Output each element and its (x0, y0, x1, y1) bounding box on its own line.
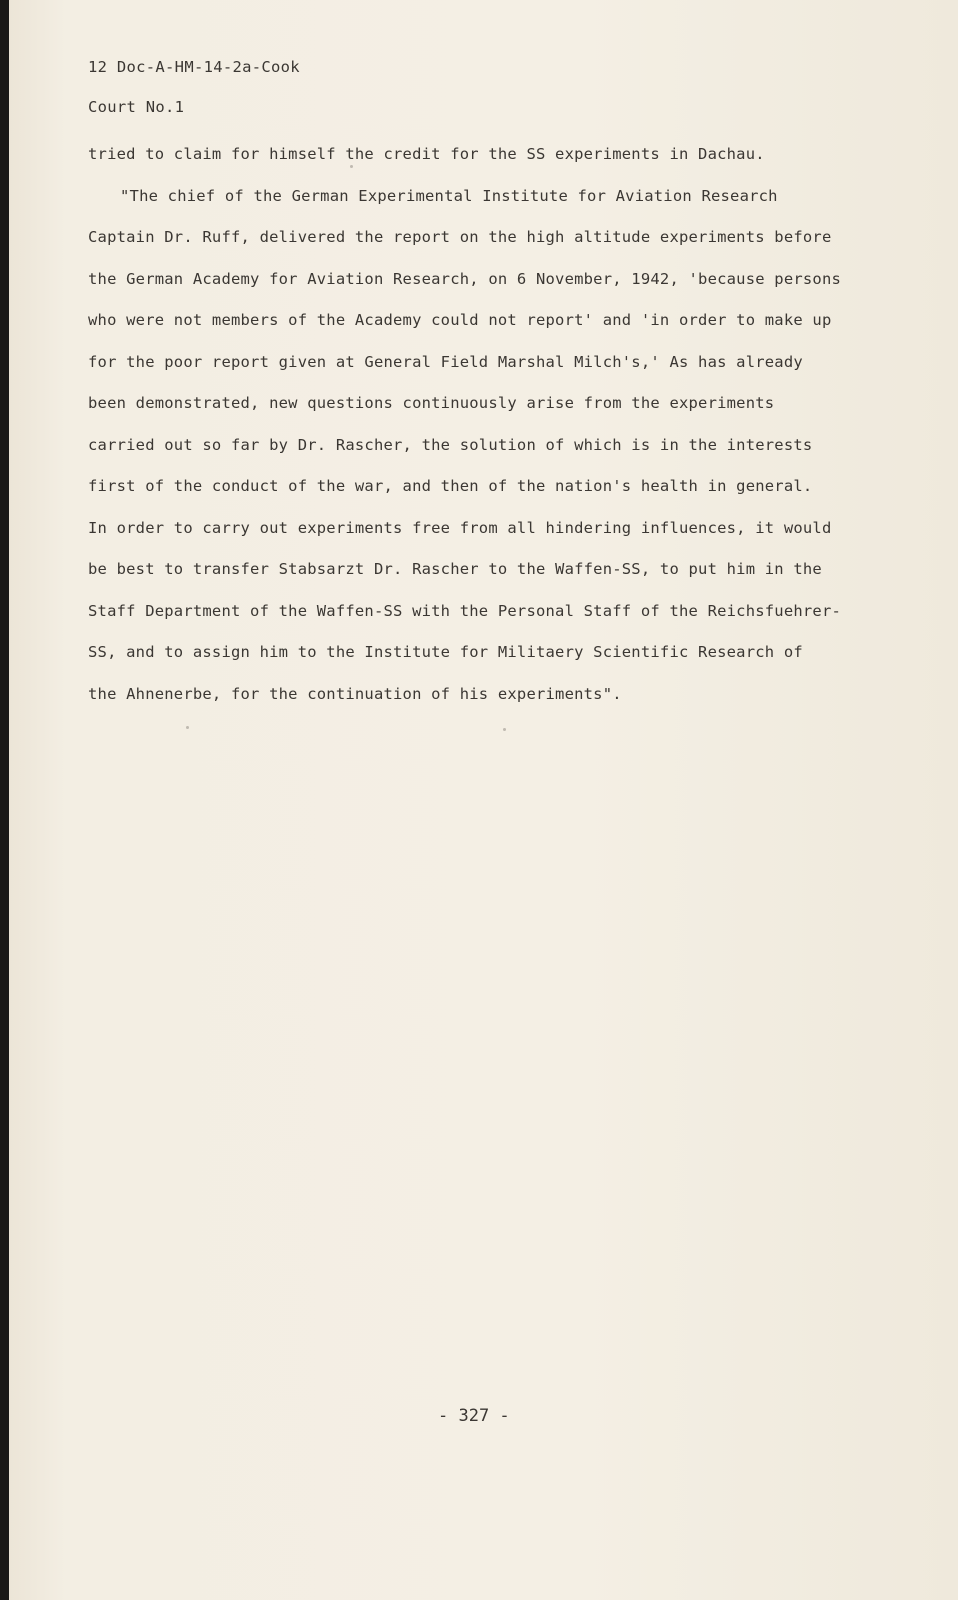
text-line: "The chief of the German Experimental Institute for Aviation Research (120, 186, 778, 205)
text-line: carried out so far by Dr. Rascher, the solution of which is in the interests (88, 435, 813, 454)
document-id: 12 Doc-A-HM-14-2a-Cook (88, 58, 300, 76)
paper-speck (503, 728, 506, 731)
text-line: Staff Department of the Waffen-SS with the Personal Staff of the Reichsfuehrer- (88, 601, 842, 620)
body-text (88, 139, 908, 720)
scan-edge (0, 0, 9, 1600)
text-line: SS, and to assign him to the Institute for Militaery Scientific Research of (88, 643, 803, 661)
text-line: been demonstrated, new questions continuously arise from the experiments (88, 394, 775, 412)
paper-speck (186, 726, 189, 729)
text-line: for the poor report given at General Field Marshal Milch's,' As has already (88, 352, 803, 371)
court-number: Court No.1 (88, 98, 185, 116)
page-number: - 327 - (438, 1406, 510, 1426)
text-line: who were not members of the Academy could not report' and 'in order to make up (88, 311, 832, 329)
paper-speck (350, 165, 353, 168)
text-line: the Ahnenerbe, for the continuation of his experiments". (88, 684, 622, 703)
text-line: Captain Dr. Ruff, delivered the report on the high altitude experiments before (88, 228, 832, 246)
text-line: the German Academy for Aviation Research, on 6 November, 1942, 'because persons (88, 269, 842, 288)
text-line: In order to carry out experiments free from all hindering influences, it would (88, 518, 832, 537)
text-line: be best to transfer Stabsarzt Dr. Rascher to the Waffen-SS, to put him in the (88, 560, 822, 578)
text-line: tried to claim for himself the credit for the SS experiments in Dachau. (88, 145, 765, 163)
text-line: first of the conduct of the war, and then of the nation's health in general. (88, 477, 813, 495)
